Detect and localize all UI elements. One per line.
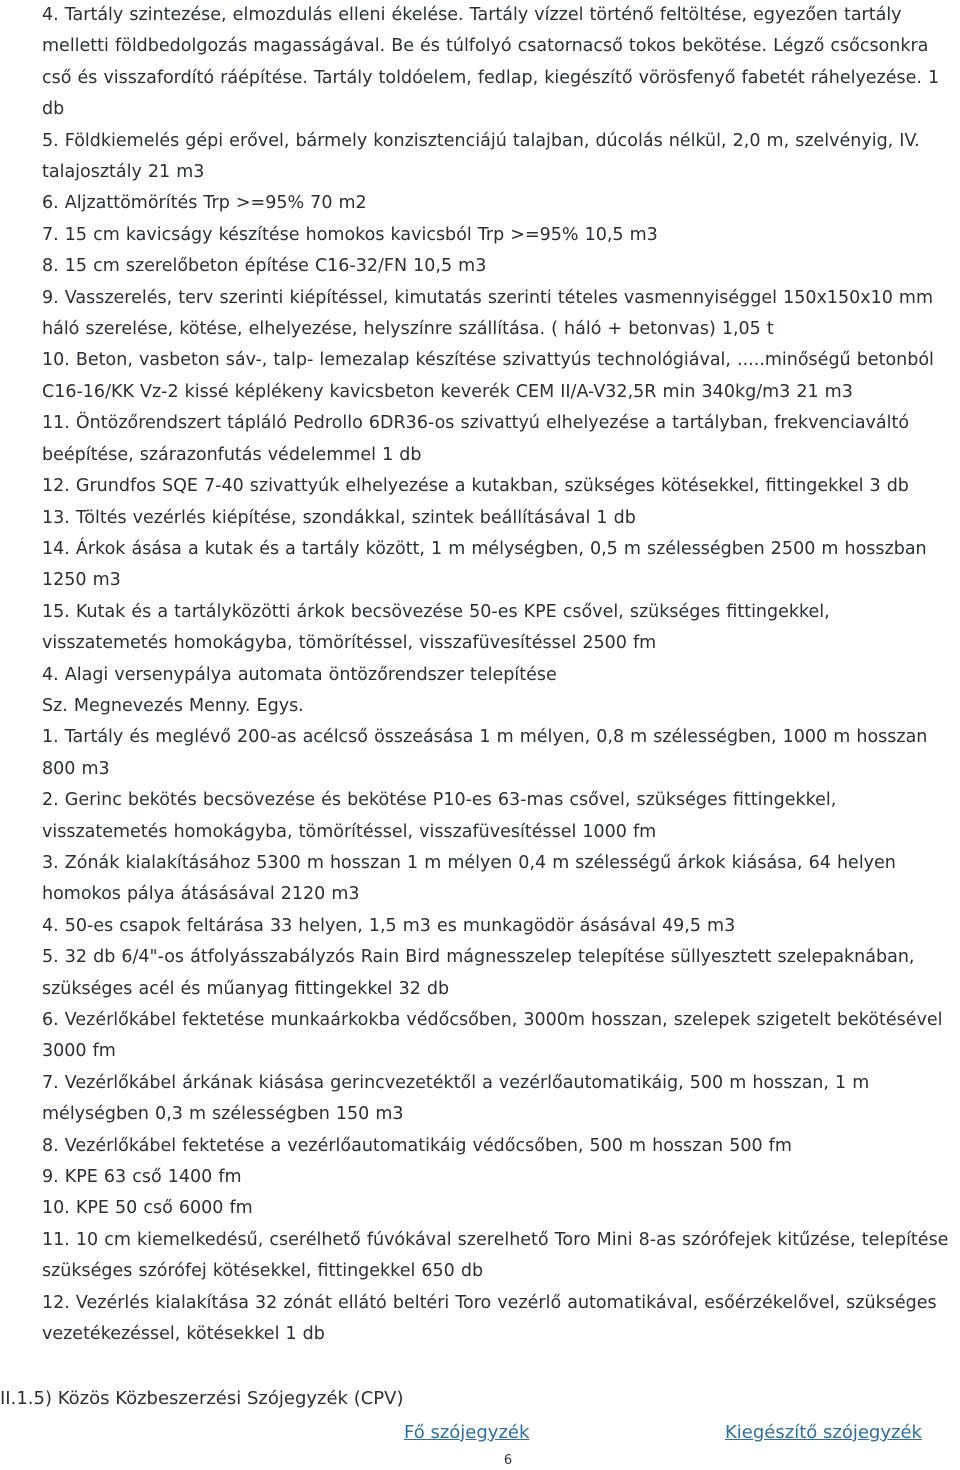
paragraph-item-1: 1. Tartály és meglévő 200-as acélcső összeásása 1 m mélyen, 0,8 m szélességben, 1000 m hosszan 800 m3 (42, 727, 928, 779)
paragraph-item-2: 2. Gerinc bekötés becsövezése és bekötése P10-es 63-mas csővel, szükséges fittingekkel, visszatemetés homokágyba, tömörítéssel, visszafüvesítéssel 1000 fm (42, 790, 837, 842)
paragraph-item-9: 9. KPE 63 cső 1400 fm (42, 1167, 242, 1188)
paragraph-item-10: 10. KPE 50 cső 6000 fm (42, 1198, 253, 1219)
cpv-links-row (0, 1418, 960, 1448)
paragraph-concrete-foundation: 10. Beton, vasbeton sáv-, talp- lemezalap készítése szivattyús technológiával, .....minőségű betonból C16-16/KK Vz-2 kissé képlékeny kavicsbeton keverék CEM II/A-V32,5R min 340kg/m3 21 m3 (42, 350, 934, 402)
paragraph-lean-concrete: 8. 15 cm szerelőbeton építése C16-32/FN 10,5 m3 (42, 256, 487, 277)
paragraph-fill-control: 13. Töltés vezérlés kiépítése, szondákkal, szintek beállításával 1 db (42, 507, 636, 528)
paragraph-rebar: 9. Vasszerelés, terv szerinti kiépítéssel, kimutatás szerinti tételes vasmennyiséggel 150x150x10 mm háló szerelése, kötése, elhelyezése, helyszínre szállítása. ( háló + betonvas) 1,05 t (42, 287, 934, 340)
paragraph-compaction: 6. Aljzattömörítés Trp >=95% 70 m2 (42, 193, 367, 214)
paragraph-item-6: 6. Vezérlőkábel fektetése munkaárkokba védőcsőben, 3000m hosszan, szelepek szigetelt bekötésével 3000 fm (42, 1010, 943, 1062)
paragraph-item-5: 5. 32 db 6/4"-os átfolyásszabályzós Rain Bird mágnesszelep telepítése süllyesztett szelepaknában, szükséges acél és műanyag fittingekkel 32 db (42, 947, 915, 999)
paragraph-item-7: 7. Vezérlőkábel árkának kiásása gerincvezetéktől a vezérlőautomatikáig, 500 m hosszan, 1 m mélységben 0,3 m szélességben 150 m3 (42, 1072, 870, 1125)
paragraph-gravel-bed: 7. 15 cm kavicságy készítése homokos kavicsból Trp >=95% 10,5 m3 (42, 224, 658, 245)
cpv-supplementary-vocabulary-link[interactable]: Kiegészítő szójegyzék (725, 1422, 922, 1443)
paragraph-grundfos-pumps: 12. Grundfos SQE 7-40 szivattyúk elhelyezése a kutakban, szükséges kötésekkel, fittingekkel 3 db (42, 476, 909, 497)
cpv-main-vocabulary-link[interactable]: Fő szójegyzék (404, 1422, 530, 1443)
document-body (42, 0, 960, 1350)
paragraph-tank-leveling: 4. Tartály szintezése, elmozdulás elleni ékelése. Tartály vízzel történő feltöltése, egyezően tartály melletti földbedolgozás magasságával. Be és túlfolyó csatornacső tokos bekötése. Légző csőcsonkra cső és visszafordító ráépítése. Tartály toldóelem, fedlap, kiegészítő vörösfenyő fabetét ráhelyezése. 1 db (42, 5, 940, 120)
paragraph-excavation: 5. Földkiemelés gépi erővel, bármely konzisztenciájú talajban, dúcolás nélkül, 2,0 m, szelvényig, IV. talajosztály 21 m3 (42, 130, 920, 183)
paragraph-item-11: 11. 10 cm kiemelkedésű, cserélhető fúvókával szerelhető Toro Mini 8-as szórófejek kitűzése, telepítése szükséges szórófej kötésekkel, fittingekkel 650 db (42, 1229, 949, 1282)
paragraph-table-header: Sz. Megnevezés Menny. Egys. (42, 695, 304, 716)
paragraph-item-3: 3. Zónák kialakításához 5300 m hosszan 1 m mélyen 0,4 m szélességű árkok kiásása, 64 helyen homokos pálya átásásával 2120 m3 (42, 852, 896, 905)
paragraph-trenching: 14. Árkok ásása a kutak és a tartály között, 1 m mélységben, 0,5 m szélességben 2500 m hosszban 1250 m3 (42, 538, 927, 591)
paragraph-item-12: 12. Vezérlés kialakítása 32 zónát ellátó beltéri Toro vezérlő automatikával, esőérzékelővel, szükséges vezetékezéssel, kötésekkel 1 db (42, 1292, 937, 1345)
paragraph-item-4: 4. 50-es csapok feltárása 33 helyen, 1,5 m3 es munkagödör ásásával 49,5 m3 (42, 915, 736, 936)
page-number: 6 (503, 1453, 513, 1468)
paragraph-piping: 15. Kutak és a tartályközötti árkok becsövezése 50-es KPE csővel, szükséges fittingekkel, visszatemetés homokágyba, tömörítéssel, visszafüvesítéssel 2500 fm (42, 601, 830, 654)
paragraph-pump-install: 11. Öntözőrendszert tápláló Pedrollo 6DR36-os szivattyú elhelyezése a tartályban, frekvenciaváltó beépítése, szárazonfutás védelemmel 1 db (42, 413, 910, 465)
paragraph-section-4-title: 4. Alagi versenypálya automata öntözőrendszer telepítése (42, 664, 557, 685)
cpv-section-heading: II.1.5) Közös Közbeszerzési Szójegyzék (CPV) (0, 1388, 404, 1409)
paragraph-item-8: 8. Vezérlőkábel fektetése a vezérlőautomatikáig védőcsőben, 500 m hosszan 500 fm (42, 1135, 792, 1156)
